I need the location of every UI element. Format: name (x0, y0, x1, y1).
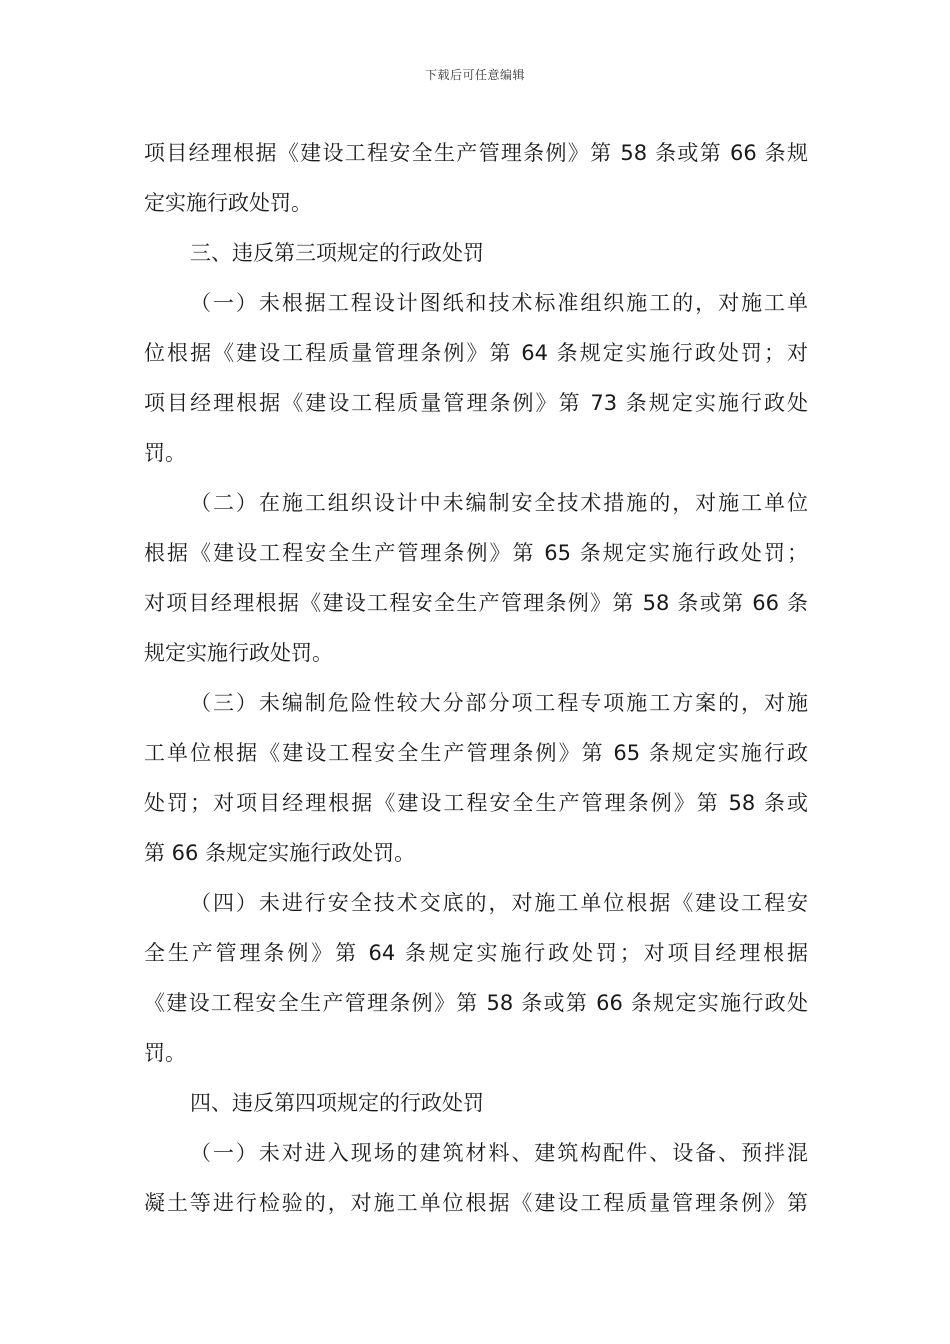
paragraph-line: 工单位根据《建设工程安全生产管理条例》第 65 条规定实施行政 (144, 741, 808, 765)
paragraph-line: 位根据《建设工程质量管理条例》第 64 条规定实施行政处罚；对 (144, 341, 808, 365)
paragraph-line: 定实施行政处罚。 (144, 191, 312, 215)
paragraph-line: 第 66 条规定实施行政处罚。 (144, 841, 416, 865)
paragraph-line: 全生产管理条例》第 64 条规定实施行政处罚；对项目经理根据 (144, 941, 808, 965)
paragraph-line: 罚。 (144, 1041, 186, 1065)
paragraph-line: （三）未编制危险性较大分部分项工程专项施工方案的，对施 (190, 691, 808, 715)
section-heading: 四、违反第四项规定的行政处罚 (190, 1091, 484, 1115)
paragraph-line: （二）在施工组织设计中未编制安全技术措施的，对施工单位 (190, 491, 808, 515)
paragraph-line: 规定实施行政处罚。 (144, 641, 333, 665)
paragraph-line: （一）未根据工程设计图纸和技术标准组织施工的，对施工单 (190, 291, 808, 315)
paragraph-line: 处罚；对项目经理根据《建设工程安全生产管理条例》第 58 条或 (144, 791, 808, 815)
paragraph-line: 《建设工程安全生产管理条例》第 58 条或第 66 条规定实施行政处 (144, 991, 808, 1015)
section-heading: 三、违反第三项规定的行政处罚 (190, 241, 484, 265)
paragraph-line: 项目经理根据《建设工程安全生产管理条例》第 58 条或第 66 条规 (144, 141, 808, 165)
paragraph-line: 罚。 (144, 441, 186, 465)
paragraph-line: （四）未进行安全技术交底的，对施工单位根据《建设工程安 (190, 891, 808, 915)
document-body (144, 128, 808, 1228)
paragraph-line: 对项目经理根据《建设工程安全生产管理条例》第 58 条或第 66 条 (144, 591, 808, 615)
page-header-note: 下载后可任意编辑 (424, 68, 525, 82)
paragraph-line: 根据《建设工程安全生产管理条例》第 65 条规定实施行政处罚； (144, 541, 808, 565)
paragraph-line: 凝土等进行检验的，对施工单位根据《建设工程质量管理条例》第 (144, 1191, 808, 1215)
paragraph-line: 项目经理根据《建设工程质量管理条例》第 73 条规定实施行政处 (144, 391, 808, 415)
paragraph-line: （一）未对进入现场的建筑材料、建筑构配件、设备、预拌混 (190, 1141, 808, 1165)
